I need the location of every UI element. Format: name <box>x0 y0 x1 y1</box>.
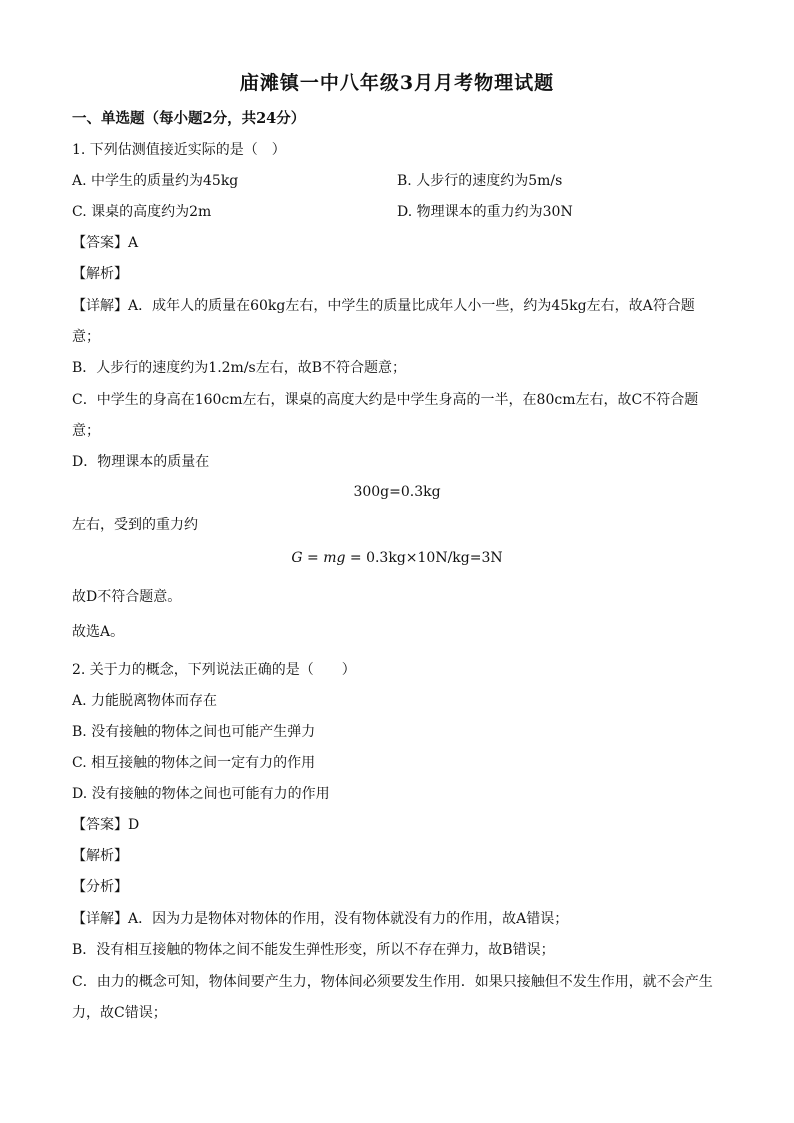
formula-result: = 0.3kg×10N/kg=3N <box>345 550 503 566</box>
section-heading: 一、单选题（每小题2分，共24分） <box>72 110 306 127</box>
question-2-fenxi-label: 【分析】 <box>72 879 128 895</box>
question-2-stem: 2. 关于力的概念，下列说法正确的是（ ） <box>72 662 356 678</box>
question-2-option-d: D. 没有接触的物体之间也可能有力的作用 <box>72 786 330 802</box>
question-1-detail-line: 左右，受到的重力约 <box>72 517 198 533</box>
formula-mass: 300g=0.3kg <box>353 484 441 500</box>
question-1-detail-line: 【详解】A．成年人的质量在60kg左右，中学生的质量比成年人小一些，约为45kg左右，故A符合题 <box>72 298 695 314</box>
question-2-detail-line: 力，故C错误； <box>72 1005 167 1021</box>
formula-gravity <box>0 548 794 568</box>
question-1-conclusion: 故D不符合题意。 <box>72 589 182 605</box>
question-1-detail-line: B．人步行的速度约为1.2m/s左右，故B不符合题意； <box>72 360 407 376</box>
question-2-detail-line: B．没有相互接触的物体之间不能发生弹性形变，所以不存在弹力，故B错误； <box>72 942 555 958</box>
formula-symbol-mg: mg <box>323 550 346 566</box>
question-1-detail-line: C．中学生的身高在160cm左右，课桌的高度大约是中学生身高的一半，在80cm左右，故C不符合题 <box>72 392 699 408</box>
question-1-stem: 1. 下列估测值接近实际的是（ ） <box>72 142 286 158</box>
question-2-answer: 【答案】D <box>72 817 140 833</box>
question-1-detail-line: 意； <box>72 329 100 345</box>
question-2-analysis-label: 【解析】 <box>72 848 128 864</box>
question-1-option-c: C. 课桌的高度约为2m <box>72 204 212 220</box>
question-2-option-b: B. 没有接触的物体之间也可能产生弹力 <box>72 724 316 740</box>
question-1-detail-line: D．物理课本的质量在 <box>72 454 210 470</box>
question-2-detail-line: C．由力的概念可知，物体间要产生力，物体间必须要发生作用．如果只接触但不发生作用，就不会产生 <box>72 974 713 990</box>
question-2-detail-line: 【详解】A．因为力是物体对物体的作用，没有物体就没有力的作用，故A错误； <box>72 911 569 927</box>
question-1-analysis-label: 【解析】 <box>72 266 128 282</box>
question-1-answer: 【答案】A <box>72 235 139 251</box>
formula-symbol-g: G <box>291 550 303 566</box>
question-1-option-b: B. 人步行的速度约为5m/s <box>397 173 563 189</box>
question-2-option-c: C. 相互接触的物体之间一定有力的作用 <box>72 755 316 771</box>
formula-equals: = <box>302 550 324 566</box>
question-1-detail-line: 意； <box>72 423 100 439</box>
question-1-option-d: D. 物理课本的重力约为30N <box>397 204 573 220</box>
page-title: 庙滩镇一中八年级3月月考物理试题 <box>239 72 555 94</box>
question-2-option-a: A. 力能脱离物体而存在 <box>72 693 218 709</box>
question-1-choice: 故选A。 <box>72 624 125 640</box>
question-1-option-a: A. 中学生的质量约为45kg <box>72 173 239 189</box>
